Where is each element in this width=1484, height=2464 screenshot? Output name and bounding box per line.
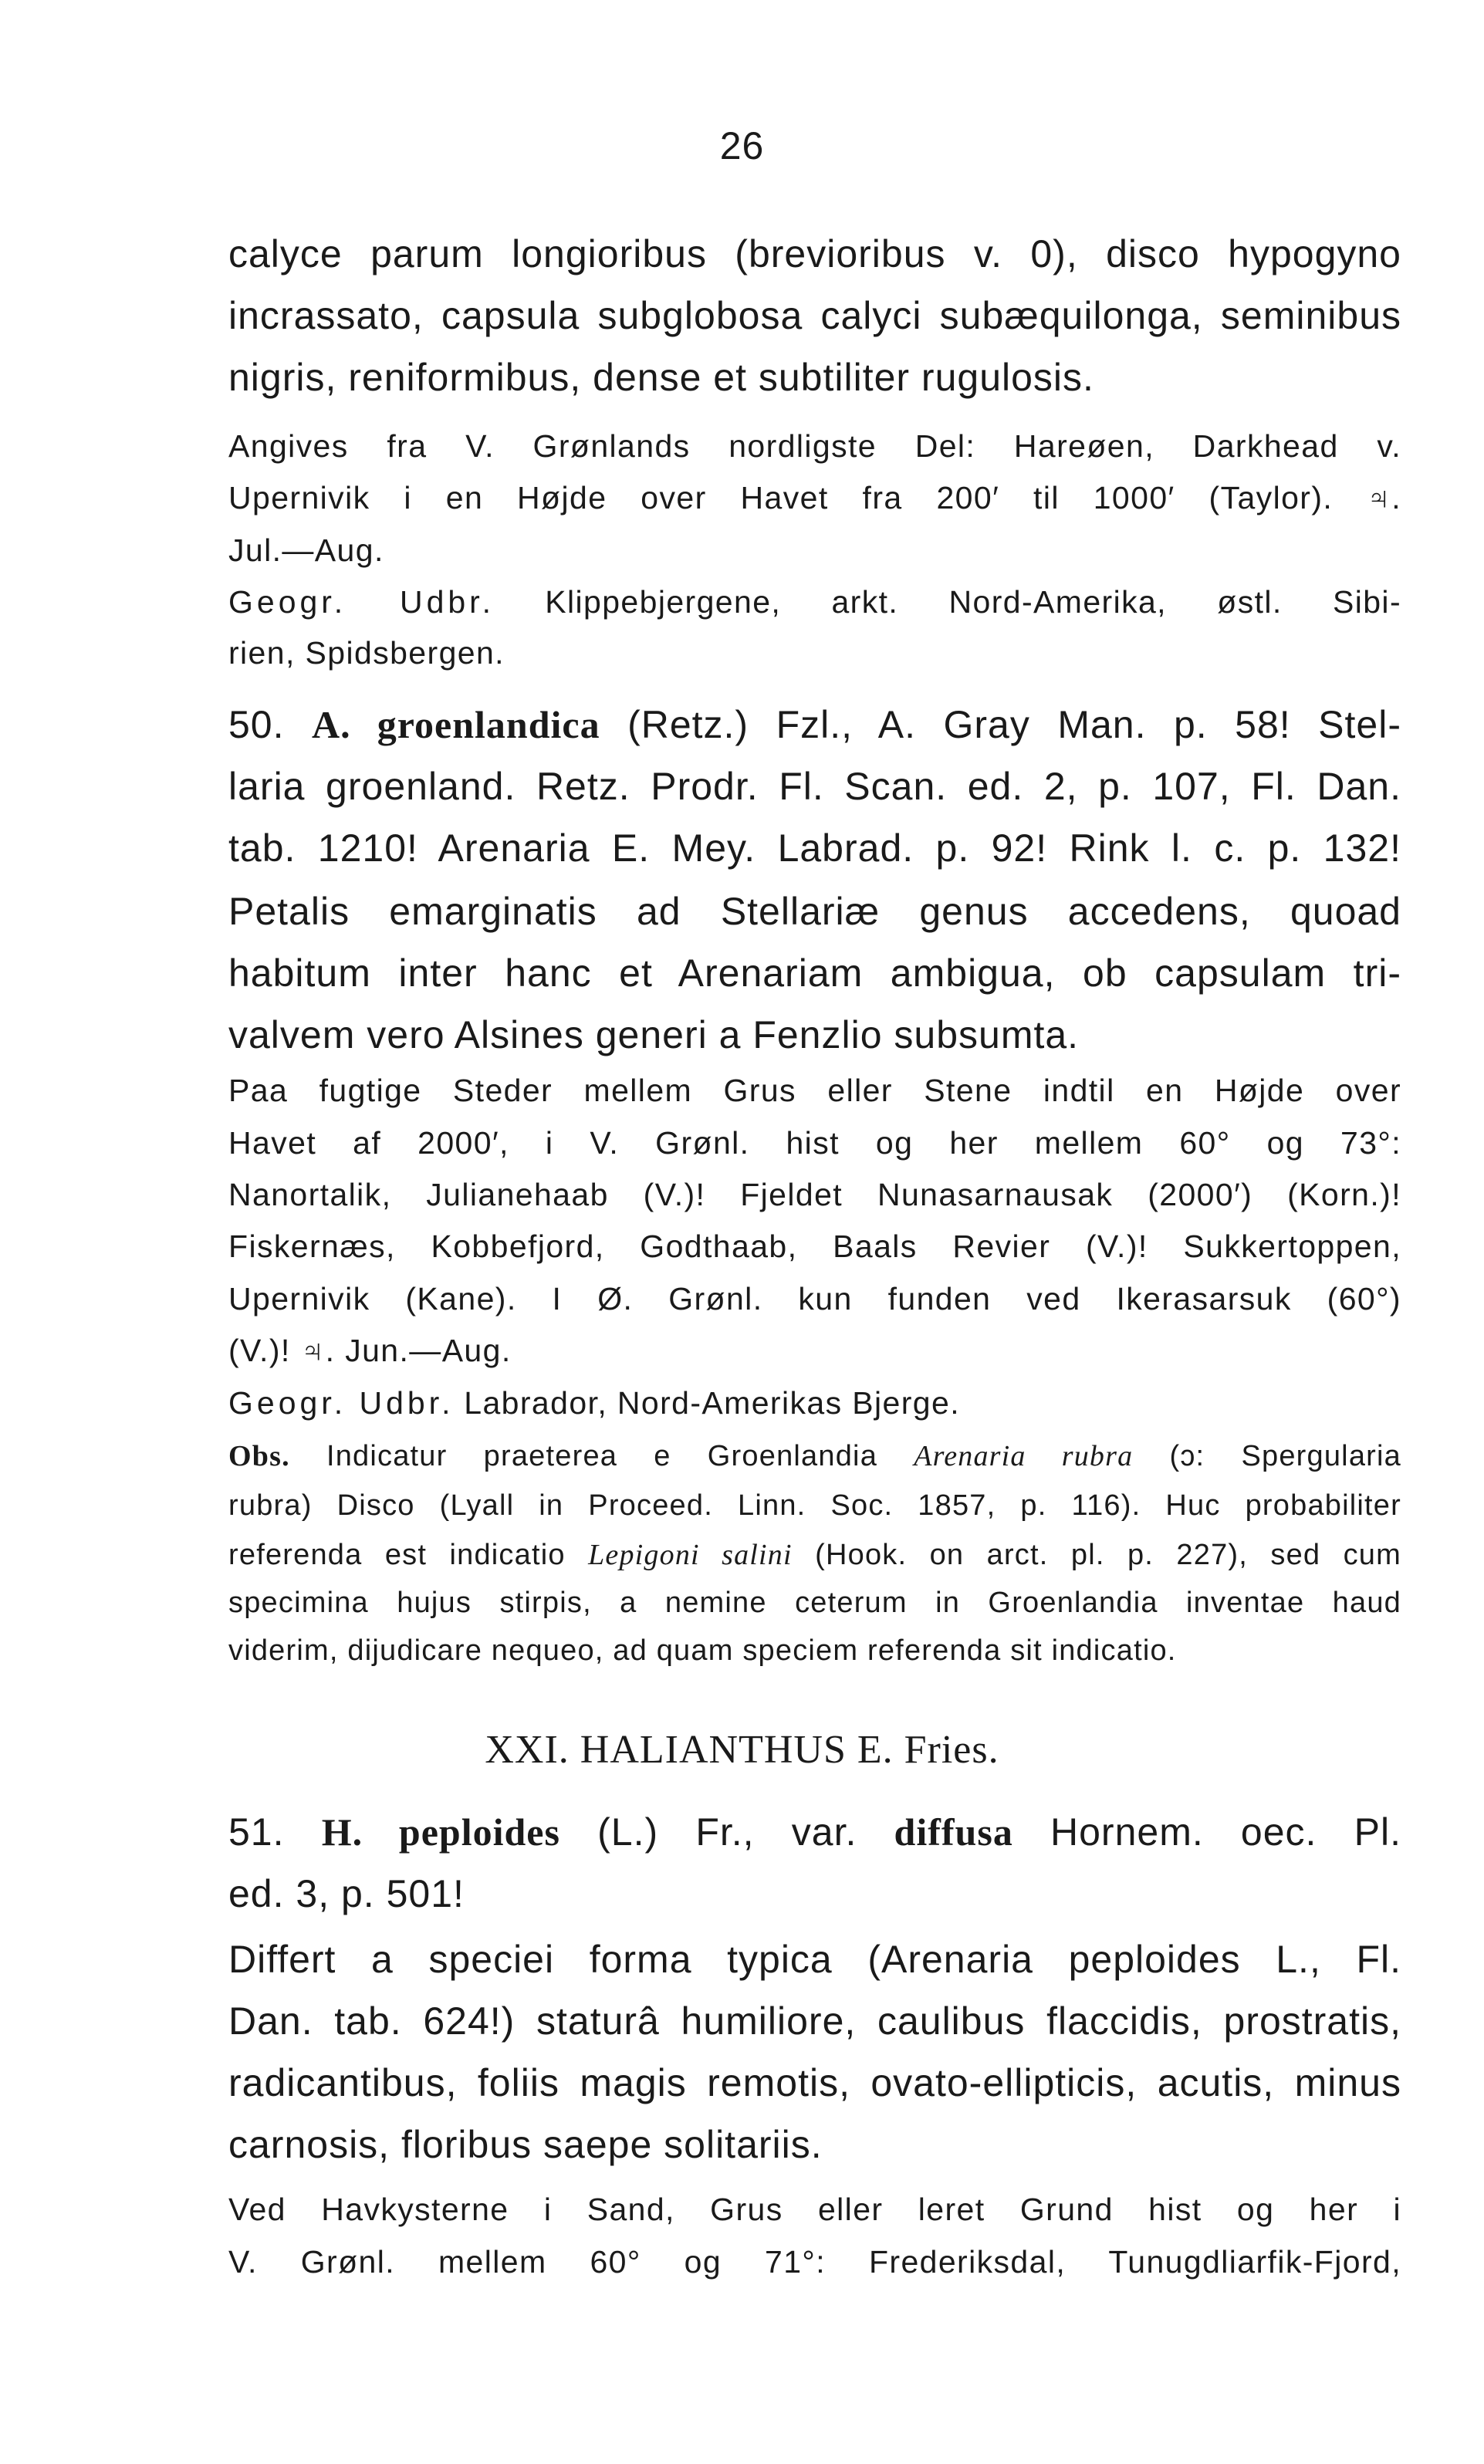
text-line: V. Grønl. mellem 60° og 71°: Frederiksdal, Tunugdliarfik-Fjord, xyxy=(228,2244,1401,2280)
text-line: Havet af 2000′, i V. Grønl. hist og her mellem 60° og 73°: xyxy=(228,1125,1401,1161)
text-line: ed. 3, p. 501! xyxy=(228,1872,465,1915)
text-line: calyce parum longioribus (brevioribus v. 0), disco hypogyno xyxy=(228,232,1401,275)
text-line: Petalis emarginatis ad Stellariæ genus accedens, quoad xyxy=(228,890,1401,933)
text-line: Jul.—Aug. xyxy=(228,532,384,568)
species-name: A. groenlandica xyxy=(312,703,600,746)
obs-note: Obs. Indicatur praeterea e Groenlandia Arenaria rubra (ɔ: Spergularia xyxy=(228,1440,1401,1472)
page-number: 26 xyxy=(719,124,765,167)
geogr-label: Geogr. Udbr. xyxy=(228,1385,455,1421)
species-name: H. peploides xyxy=(321,1810,560,1854)
geogr-label: Geogr. Udbr. xyxy=(228,584,495,620)
text-line: incrassato, capsula subglobosa calyci subæquilonga, seminibus xyxy=(228,294,1401,337)
text-line: radicantibus, foliis magis remotis, ovato-ellipticis, acutis, minus xyxy=(228,2061,1401,2104)
text-line: nigris, reniformibus, dense et subtiliter rugulosis. xyxy=(228,356,1094,399)
section-heading: XXI. HALIANTHUS E. Fries. xyxy=(485,1728,999,1772)
text-line: (V.)! ♃. Jun.—Aug. xyxy=(228,1333,512,1368)
text-line: Geogr. Udbr. Labrador, Nord-Amerikas Bjerge. xyxy=(228,1385,960,1421)
text-line: viderim, dijudicare nequeo, ad quam speciem referenda sit indicatio. xyxy=(228,1634,1177,1667)
text-line: rien, Spidsbergen. xyxy=(228,635,505,671)
text-line: Upernivik i en Højde over Havet fra 200′ til 1000′ (Taylor). ♃. xyxy=(228,480,1401,515)
text-line: habitum inter hanc et Arenariam ambigua, ob capsulam tri- xyxy=(228,951,1401,995)
text-line: laria groenland. Retz. Prodr. Fl. Scan. ed. 2, p. 107, Fl. Dan. xyxy=(228,765,1401,808)
text-line: rubra) Disco (Lyall in Proceed. Linn. Soc. 1857, p. 116). Huc probabiliter xyxy=(228,1489,1401,1522)
text-line: carnosis, floribus saepe solitariis. xyxy=(228,2123,823,2166)
text-line: Ved Havkysterne i Sand, Grus eller leret Grund hist og her i xyxy=(228,2192,1401,2227)
species-entry: 51. H. peploides (L.) Fr., var. diffusa Hornem. oec. Pl. xyxy=(228,1810,1401,1854)
species-entry: 50. A. groenlandica (Retz.) Fzl., A. Gray Man. p. 58! Stel- xyxy=(228,703,1401,746)
text-line: Fiskernæs, Kobbefjord, Godthaab, Baals Revier (V.)! Sukkertoppen, xyxy=(228,1229,1401,1264)
text-line: specimina hujus stirpis, a nemine ceterum in Groenlandia inventae haud xyxy=(228,1587,1401,1619)
text-line: Angives fra V. Grønlands nordligste Del: Hareøen, Darkhead v. xyxy=(228,428,1401,464)
text-line: Dan. tab. 624!) staturâ humiliore, caulibus flaccidis, prostratis, xyxy=(228,1999,1401,2043)
text-line: Upernivik (Kane). I Ø. Grønl. kun funden ved Ikerasarsuk (60°) xyxy=(228,1281,1401,1316)
obs-label: Obs. xyxy=(228,1440,290,1472)
text-line: Paa fugtige Steder mellem Grus eller Stene indtil en Højde over xyxy=(228,1073,1401,1108)
text-line: Geogr. Udbr. Klippebjergene, arkt. Nord-Amerika, østl. Sibi- xyxy=(228,584,1401,620)
text-line: Nanortalik, Julianehaab (V.)! Fjeldet Nunasarnausak (2000′) (Korn.)! xyxy=(228,1177,1401,1212)
text-line: valvem vero Alsines generi a Fenzlio subsumta. xyxy=(228,1013,1080,1056)
text-line: Differt a speciei forma typica (Arenaria peploides L., Fl. xyxy=(228,1938,1401,1981)
text-line: tab. 1210! Arenaria E. Mey. Labrad. p. 92! Rink l. c. p. 132! xyxy=(228,826,1401,870)
text-line: referenda est indicatio Lepigoni salini (Hook. on arct. pl. p. 227), sed cum xyxy=(228,1539,1401,1571)
variety-name: diffusa xyxy=(894,1810,1013,1854)
